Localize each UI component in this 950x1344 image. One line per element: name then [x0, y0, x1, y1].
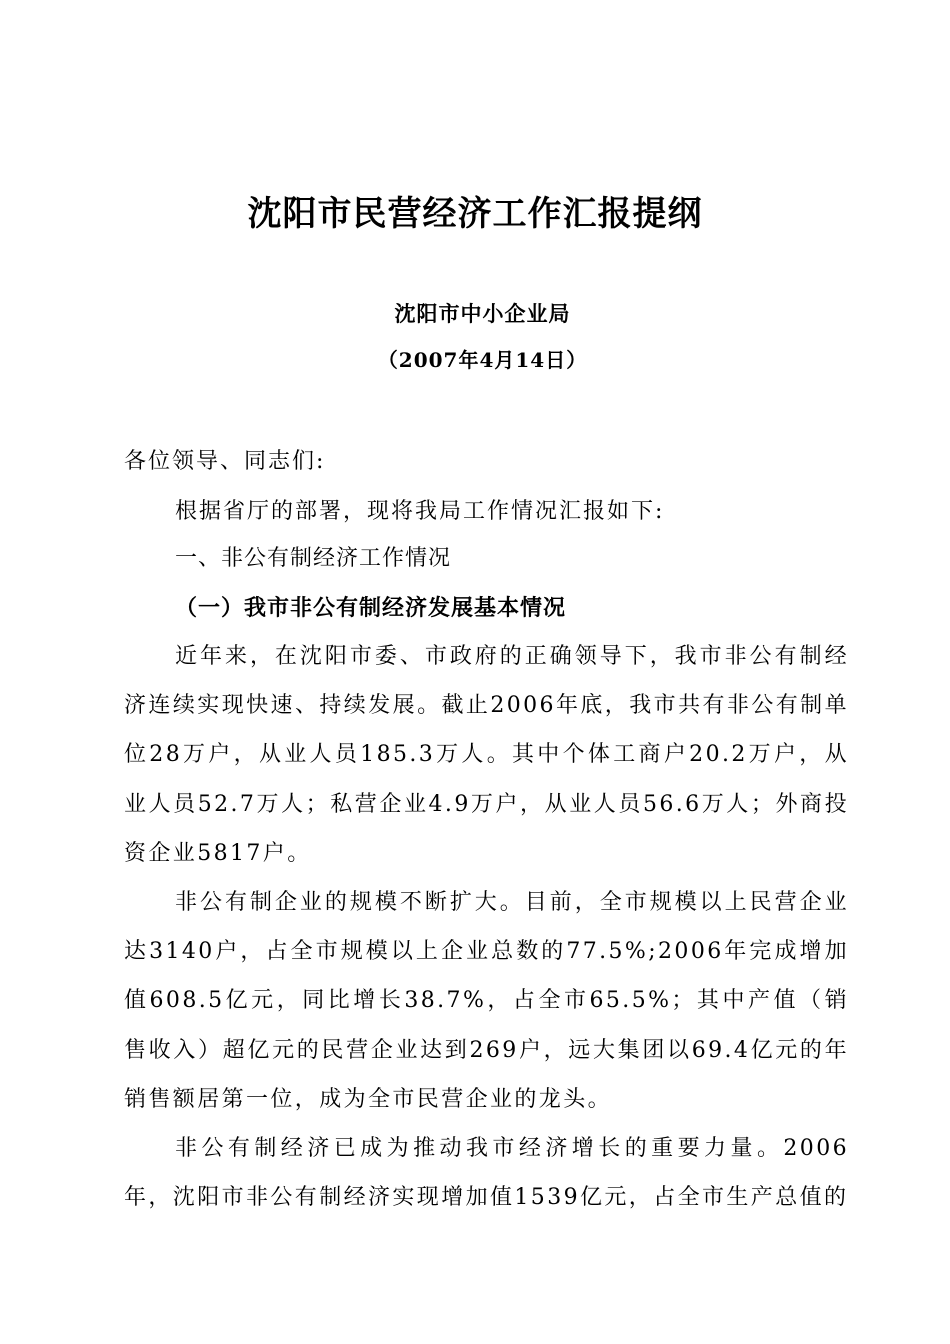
document-title: 沈阳市民营经济工作汇报提纲 [247, 194, 703, 234]
body-paragraph: 非公有制经济已成为推动我市经济增长的重要力量。2006年，沈阳市非公有制经济实现增加值1539亿元，占全市生产总值的 [124, 1136, 849, 1211]
body-paragraph: 非公有制企业的规模不断扩大。目前，全市规模以上民营企业达3140户，占全市规模以上企业总数的77.5%;2006年完成增加值608.5亿元，同比增长38.7%，占全市65.5%；其中产值（销售收入）超亿元的民营企业达到269户，远大集团以69.4亿元的年销售额居第一位，成为全市民营企业的龙头。 [124, 890, 849, 1112]
organization-name: 沈阳市中小企业局 [394, 301, 571, 326]
section-heading: 一、非公有制经济工作情况 [175, 546, 452, 571]
body-paragraph: 近年来，在沈阳市委、市政府的正确领导下，我市非公有制经济连续实现快速、持续发展。截止2006年底，我市共有非公有制单位28万户，从业人员185.3万人。其中个体工商户20.2万户，从业人员52.7万人；私营企业4.9万户，从业人员56.6万人；外商投资企业5817户。 [124, 644, 849, 866]
greeting: 各位领导、同志们: [124, 449, 326, 474]
subsection-heading: （一）我市非公有制经济发展基本情况 [175, 595, 567, 621]
document-date: （2007年4月14日） [377, 348, 588, 372]
intro-text: 根据省厅的部署，现将我局工作情况汇报如下: [175, 499, 665, 524]
